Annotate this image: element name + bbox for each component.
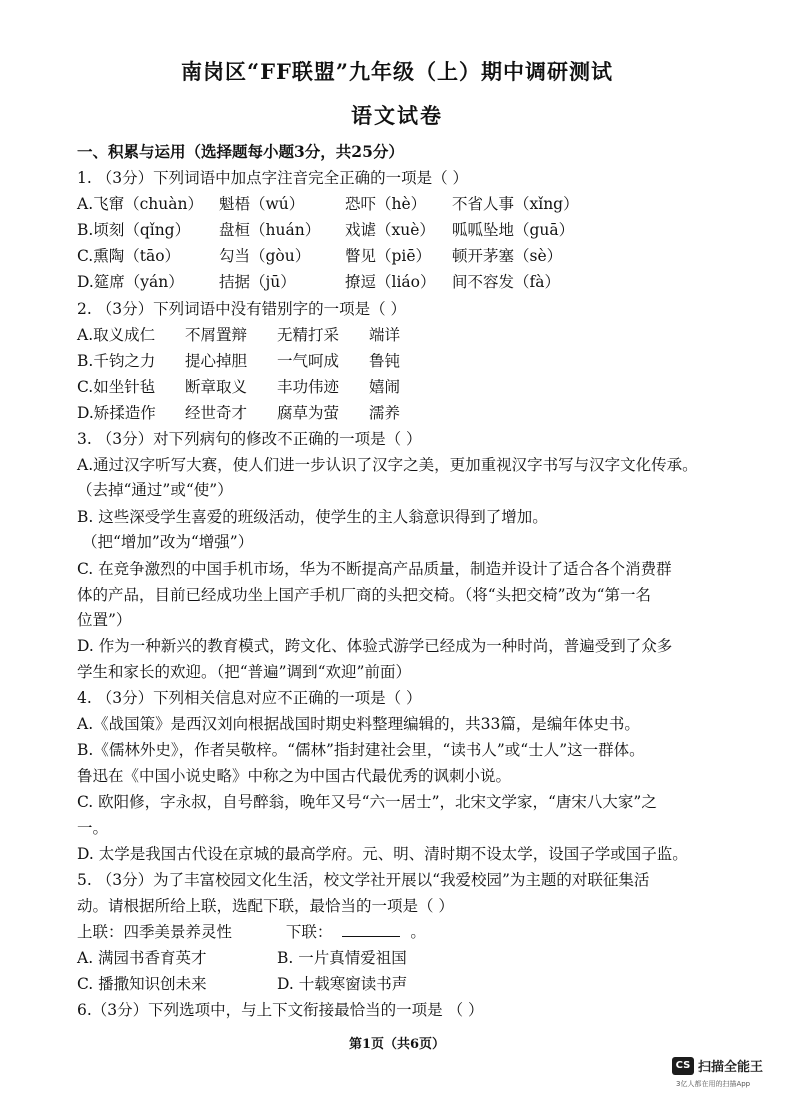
q3-line: （去掉“通过”或“使”）: [77, 481, 233, 499]
q5-option-c: C. 播撒知识创未来: [77, 975, 207, 993]
q1-d-word-2: 拮据（jū）: [219, 273, 296, 291]
q3-line: B. 这些深受学生喜爱的班级活动，使学生的主人翁意识得到了增加。: [77, 508, 548, 526]
q2-c-word-1: C.如坐针毡: [77, 378, 156, 396]
q1-a-word-2: 魁梧（wú）: [219, 195, 305, 213]
scanner-watermark: [672, 1055, 787, 1095]
q5-option-b: B. 一片真情爱祖国: [277, 949, 407, 967]
q2-d-word-4: 濡养: [369, 404, 401, 422]
q2-b-word-4: 鲁钝: [369, 352, 401, 370]
q1-stem: 1. （3分）下列词语中加点字注音完全正确的一项是（ ）: [77, 169, 469, 187]
q1-d-word-1: D.筵席（yán）: [77, 273, 184, 291]
q1-c-word-2: 勾当（gòu）: [219, 247, 311, 265]
camscanner-logo-icon: CS: [672, 1057, 694, 1075]
q5-lower-label: 下联：: [285, 923, 333, 941]
q3-line: D. 作为一种新兴的教育模式，跨文化、体验式游学已经成为一种时尚，普遍受到了众多: [77, 637, 673, 655]
q3-line: C. 在竞争激烈的中国手机市场，华为不断提高产品质量，制造并设计了适合各个消费群: [77, 560, 672, 578]
q5-option-d: D. 十载寒窗读书声: [277, 975, 408, 993]
q1-b-word-2: 盘桓（huán）: [219, 221, 321, 239]
q1-c-word-4: 顿开茅塞（sè）: [452, 247, 563, 265]
page-subtitle: 语文试卷: [351, 103, 443, 128]
q1-b-word-3: 戏谑（xuè）: [345, 221, 435, 239]
q2-d-word-1: D.矫揉造作: [77, 404, 156, 422]
q2-a-word-2: 不屑置辩: [185, 326, 248, 344]
q6-stem: 6.（3分）下列选项中，与上下文衔接最恰当的一项是 （ ）: [77, 1001, 484, 1019]
q2-b-word-1: B.千钧之力: [77, 352, 156, 370]
q2-b-word-3: 一气呵成: [277, 352, 340, 370]
q3-line: 体的产品，目前已经成功坐上国产手机厂商的头把交椅。（将“头把交椅”改为“第一名: [77, 586, 652, 604]
q2-a-word-3: 无精打采: [277, 326, 340, 344]
q3-stem: 3. （3分）对下列病句的修改不正确的一项是（ ）: [77, 430, 422, 448]
q2-b-word-2: 提心掉胆: [185, 352, 248, 370]
q2-c-word-4: 嬉闹: [369, 378, 401, 396]
q1-d-word-4: 间不容发（fà）: [452, 273, 560, 291]
q4-line: D. 太学是我国古代设在京城的最高学府。元、明、清时期不设太学，设国子学或国子监。: [77, 845, 688, 863]
q2-a-word-4: 端详: [369, 326, 401, 344]
q5-stem: 5. （3分）为了丰富校园文化生活，校文学社开展以“我爱校园”为主题的对联征集活: [77, 871, 650, 889]
brand-slogan: 3亿人都在用的扫描App: [676, 1080, 751, 1088]
q5-upper-couplet: 上联：四季美景养灵性: [77, 923, 233, 941]
q1-c-word-3: 瞥见（piē）: [345, 247, 432, 265]
page-title: 南岗区“FF联盟”九年级（上）期中调研测试: [181, 59, 613, 84]
q1-a-word-1: A.飞窜（chuàn）: [77, 195, 203, 213]
q5-stem: 动。请根据所给上联，选配下联，最恰当的一项是（ ）: [77, 897, 454, 915]
q1-a-word-4: 不省人事（xǐng）: [452, 195, 579, 213]
q2-d-word-2: 经世奇才: [185, 404, 248, 422]
q2-d-word-3: 腐草为萤: [277, 404, 340, 422]
q1-a-word-3: 恐吓（hè）: [345, 195, 427, 213]
q2-c-word-2: 断章取义: [185, 378, 248, 396]
q5-answer-blank: [342, 922, 400, 937]
q4-line: 鲁迅在《中国小说史略》中称之为中国古代最优秀的讽刺小说。: [77, 767, 512, 785]
q3-line: 学生和家长的欢迎。（把“普遍”调到“欢迎”前面）: [77, 663, 411, 681]
q5-option-a: A. 满园书香育英才: [77, 949, 207, 967]
q3-line: 位置”）: [77, 611, 132, 629]
page-number: 第1页（共6页）: [348, 1037, 446, 1052]
q4-line: A.《战国策》是西汉刘向根据战国时期史料整理编辑的，共33篇，是编年体史书。: [77, 715, 640, 733]
q4-line: 一。: [77, 819, 109, 837]
q3-line: A.通过汉字听写大赛，使人们进一步认识了汉字之美，更加重视汉字书写与汉字文化传承。: [77, 456, 698, 474]
q3-line: （把“增加”改为“增强”）: [82, 533, 254, 551]
q4-stem: 4. （3分）下列相关信息对应不正确的一项是（ ）: [77, 689, 422, 707]
q1-b-word-4: 呱呱坠地（guā）: [452, 221, 575, 239]
q1-c-word-1: C.熏陶（tāo）: [77, 247, 181, 265]
q4-line: B.《儒林外史》，作者吴敬梓。“儒林”指封建社会里，“读书人”或“士人”这一群体。: [77, 741, 645, 759]
q1-d-word-3: 撩逗（liáo）: [345, 273, 436, 291]
q1-b-word-1: B.顷刻（qǐng）: [77, 221, 191, 239]
q2-a-word-1: A.取义成仁: [77, 326, 156, 344]
q5-couplet: [77, 920, 426, 942]
section-heading: 一、积累与运用（选择题每小题3分，共25分）: [77, 142, 404, 161]
q2-stem: 2. （3分）下列词语中没有错别字的一项是（ ）: [77, 300, 407, 318]
q2-c-word-3: 丰功伟迹: [277, 378, 340, 396]
q5-lower-end: 。: [410, 923, 426, 941]
q4-line: C. 欧阳修，字永叔，自号醉翁，晚年又号“六一居士”，北宋文学家，“唐宋八大家”之: [77, 793, 657, 811]
brand-name: 扫描全能王: [698, 1060, 764, 1075]
